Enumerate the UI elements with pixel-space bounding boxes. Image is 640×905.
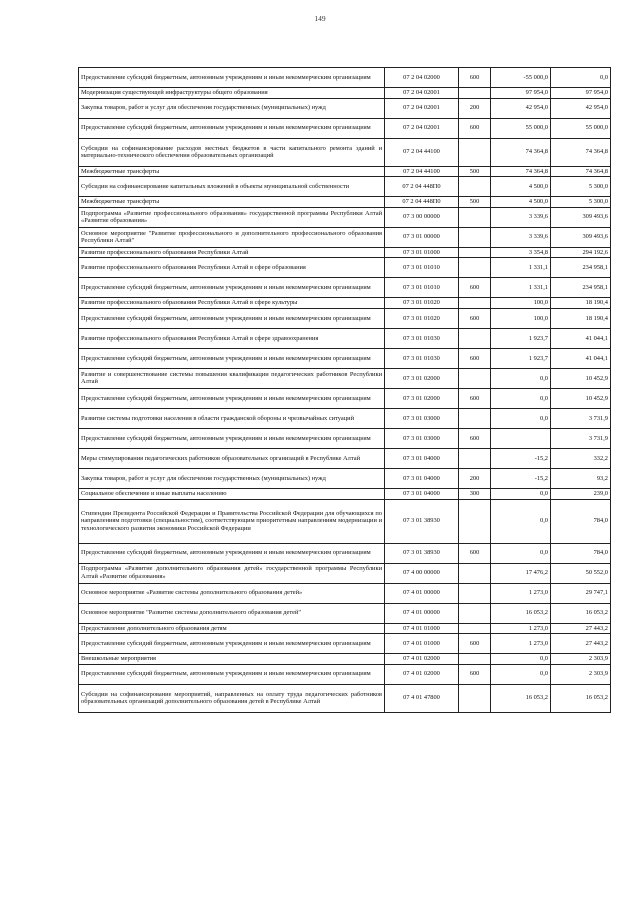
table-row	[79, 543, 611, 563]
row-name: Предоставление субсидий бюджетным, автономным учреждениям и иным некоммерческим организациям	[79, 68, 385, 88]
row-amount-2: 3 731,9	[551, 428, 611, 448]
table-row	[79, 118, 611, 138]
table-row	[79, 138, 611, 166]
row-name: Предоставление субсидий бюджетным, автономным учреждениям и иным некоммерческим организациям	[79, 278, 385, 298]
row-code: 07 3 01 02000	[385, 388, 459, 408]
row-amount-2: 16 053,2	[551, 684, 611, 712]
row-expense-type	[459, 623, 491, 634]
row-amount-1: 74 364,8	[491, 166, 551, 177]
row-expense-type	[459, 368, 491, 388]
row-name: Развитие профессионального образования Республики Алтай	[79, 247, 385, 258]
row-amount-1: 16 053,2	[491, 684, 551, 712]
row-amount-2: 309 493,6	[551, 207, 611, 227]
row-expense-type: 600	[459, 664, 491, 684]
table-row	[79, 98, 611, 118]
table-row	[79, 166, 611, 177]
row-code: 07 2 04 448П0	[385, 177, 459, 197]
row-name: Предоставление субсидий бюджетным, автономным учреждениям и иным некоммерческим организациям	[79, 118, 385, 138]
row-name: Развитие профессионального образования Республики Алтай в сфере культуры	[79, 298, 385, 309]
row-expense-type	[459, 227, 491, 247]
row-code: 07 2 04 02001	[385, 118, 459, 138]
row-expense-type	[459, 138, 491, 166]
row-amount-2: 74 364,8	[551, 138, 611, 166]
row-amount-2: 0,0	[551, 68, 611, 88]
table-row	[79, 428, 611, 448]
row-code: 07 2 04 02001	[385, 88, 459, 99]
row-code: 07 3 01 01020	[385, 298, 459, 309]
row-name: Межбюджетные трансферты	[79, 166, 385, 177]
row-amount-1: 0,0	[491, 408, 551, 428]
table-row	[79, 258, 611, 278]
row-amount-2: 50 552,0	[551, 563, 611, 583]
table-row	[79, 488, 611, 499]
row-amount-2: 18 190,4	[551, 308, 611, 328]
row-amount-1: 17 476,2	[491, 563, 551, 583]
row-code: 07 2 04 02000	[385, 68, 459, 88]
row-amount-1: -15,2	[491, 448, 551, 468]
row-name: Основное мероприятие "Развитие системы дополнительного образования детей"	[79, 603, 385, 623]
row-code: 07 3 01 01020	[385, 308, 459, 328]
row-name: Социальное обеспечение и иные выплаты населению	[79, 488, 385, 499]
table-row	[79, 278, 611, 298]
row-name: Развитие профессионального образования Республики Алтай в сфере здравоохранения	[79, 328, 385, 348]
row-code: 07 4 00 00000	[385, 563, 459, 583]
row-name: Предоставление субсидий бюджетным, автономным учреждениям и иным некоммерческим организациям	[79, 664, 385, 684]
row-code: 07 3 01 01030	[385, 328, 459, 348]
row-name: Закупка товаров, работ и услуг для обеспечения государственных (муниципальных) нужд	[79, 98, 385, 118]
table-row	[79, 68, 611, 88]
row-code: 07 3 01 03000	[385, 428, 459, 448]
table-row	[79, 368, 611, 388]
row-code: 07 2 04 44100	[385, 166, 459, 177]
table-row	[79, 499, 611, 543]
row-amount-2: 234 958,1	[551, 258, 611, 278]
row-code: 07 4 01 02000	[385, 654, 459, 665]
row-expense-type: 600	[459, 118, 491, 138]
table-row	[79, 177, 611, 197]
row-amount-2: 10 452,9	[551, 368, 611, 388]
row-code: 07 3 01 01000	[385, 247, 459, 258]
row-name: Предоставление субсидий бюджетным, автономным учреждениям и иным некоммерческим организациям	[79, 428, 385, 448]
row-amount-1: -55 000,0	[491, 68, 551, 88]
row-code: 07 3 01 04000	[385, 468, 459, 488]
row-amount-2: 97 954,0	[551, 88, 611, 99]
row-expense-type	[459, 247, 491, 258]
row-expense-type	[459, 499, 491, 543]
row-amount-2: 27 443,2	[551, 634, 611, 654]
table-row	[79, 684, 611, 712]
row-amount-2: 784,0	[551, 499, 611, 543]
row-amount-1: 3 339,6	[491, 207, 551, 227]
row-code: 07 3 01 04000	[385, 448, 459, 468]
table-row	[79, 623, 611, 634]
table-row	[79, 654, 611, 665]
table-row	[79, 408, 611, 428]
row-code: 07 3 01 02000	[385, 368, 459, 388]
row-amount-1: 1 331,1	[491, 278, 551, 298]
row-code: 07 4 01 02000	[385, 664, 459, 684]
table-row	[79, 207, 611, 227]
row-expense-type: 600	[459, 543, 491, 563]
row-amount-2: 10 452,9	[551, 388, 611, 408]
row-name: Основное мероприятие «Развитие системы дополнительного образования детей»	[79, 583, 385, 603]
row-expense-type	[459, 408, 491, 428]
row-amount-1: 74 364,8	[491, 138, 551, 166]
row-expense-type	[459, 88, 491, 99]
row-code: 07 4 01 01000	[385, 623, 459, 634]
row-code: 07 4 01 00000	[385, 583, 459, 603]
row-name: Внешкольные мероприятия	[79, 654, 385, 665]
row-expense-type	[459, 563, 491, 583]
row-amount-2: 3 731,9	[551, 408, 611, 428]
row-name: Развитие и совершенствование системы повышения квалификации педагогических работников Республики Алтай	[79, 368, 385, 388]
row-amount-1: 0,0	[491, 654, 551, 665]
row-amount-1: 4 500,0	[491, 197, 551, 208]
row-name: Меры стимулирования педагогических работников образовательных организаций в Республике Алтай	[79, 448, 385, 468]
row-amount-2: 41 044,1	[551, 348, 611, 368]
table-row	[79, 664, 611, 684]
row-name: Подпрограмма «Развитие профессионального образования» государственной программы Республики Алтай «Развитие образования»	[79, 207, 385, 227]
table-row	[79, 247, 611, 258]
row-amount-1: 100,0	[491, 298, 551, 309]
row-code: 07 3 01 38930	[385, 543, 459, 563]
row-amount-2: 784,0	[551, 543, 611, 563]
row-amount-1: 55 000,0	[491, 118, 551, 138]
row-name: Предоставление субсидий бюджетным, автономным учреждениям и иным некоммерческим организациям	[79, 348, 385, 368]
row-expense-type	[459, 258, 491, 278]
row-name: Предоставление субсидий бюджетным, автономным учреждениям и иным некоммерческим организациям	[79, 388, 385, 408]
row-name: Предоставление субсидий бюджетным, автономным учреждениям и иным некоммерческим организациям	[79, 634, 385, 654]
row-amount-1: 1 923,7	[491, 348, 551, 368]
table-row	[79, 563, 611, 583]
row-expense-type: 200	[459, 98, 491, 118]
row-name: Субсидии на софинансирование капитальных вложений в объекты муниципальной собственности	[79, 177, 385, 197]
row-amount-2: 18 190,4	[551, 298, 611, 309]
row-amount-1: 42 954,0	[491, 98, 551, 118]
table-row	[79, 583, 611, 603]
row-amount-1: 97 954,0	[491, 88, 551, 99]
row-expense-type: 600	[459, 278, 491, 298]
row-amount-1: 1 273,0	[491, 623, 551, 634]
row-amount-2: 294 192,6	[551, 247, 611, 258]
row-amount-2: 5 300,0	[551, 197, 611, 208]
row-expense-type: 200	[459, 468, 491, 488]
row-name: Предоставление субсидий бюджетным, автономным учреждениям и иным некоммерческим организациям	[79, 308, 385, 328]
row-expense-type: 300	[459, 488, 491, 499]
row-name: Субсидии на софинансирование расходов местных бюджетов в части капитального ремонта зданий и материально-технического обеспечения образовательных организаций	[79, 138, 385, 166]
row-amount-2: 16 053,2	[551, 603, 611, 623]
table-row	[79, 388, 611, 408]
row-expense-type: 600	[459, 68, 491, 88]
row-name: Основное мероприятие "Развитие профессионального и дополнительного профессионального образования Республики Алтай"	[79, 227, 385, 247]
row-amount-1: 100,0	[491, 308, 551, 328]
row-name: Межбюджетные трансферты	[79, 197, 385, 208]
row-name: Предоставление дополнительного образования детям	[79, 623, 385, 634]
row-amount-1: -15,2	[491, 468, 551, 488]
table-row	[79, 448, 611, 468]
row-amount-1: 4 500,0	[491, 177, 551, 197]
row-code: 07 3 01 00000	[385, 227, 459, 247]
row-amount-2: 93,2	[551, 468, 611, 488]
table-row	[79, 603, 611, 623]
row-amount-1: 0,0	[491, 543, 551, 563]
budget-table-body	[79, 68, 611, 713]
row-amount-1: 16 053,2	[491, 603, 551, 623]
row-code: 07 2 04 44100	[385, 138, 459, 166]
row-name: Предоставление субсидий бюджетным, автономным учреждениям и иным некоммерческим организациям	[79, 543, 385, 563]
table-row	[79, 197, 611, 208]
row-expense-type	[459, 684, 491, 712]
table-row	[79, 328, 611, 348]
row-name: Субсидии на софинансирование мероприятий, направленных на оплату труда педагогических работников образовательных организаций дополнительного образования детей в Республике Алтай	[79, 684, 385, 712]
row-expense-type	[459, 654, 491, 665]
row-expense-type: 600	[459, 308, 491, 328]
row-expense-type: 600	[459, 388, 491, 408]
row-expense-type: 600	[459, 428, 491, 448]
row-name: Модернизация существующей инфраструктуры общего образования	[79, 88, 385, 99]
row-expense-type: 600	[459, 634, 491, 654]
row-amount-1: 1 331,1	[491, 258, 551, 278]
row-amount-1: 0,0	[491, 388, 551, 408]
row-amount-1: 1 273,0	[491, 583, 551, 603]
row-expense-type	[459, 207, 491, 227]
row-code: 07 3 01 38930	[385, 499, 459, 543]
row-code: 07 3 01 03000	[385, 408, 459, 428]
table-row	[79, 308, 611, 328]
table-row	[79, 298, 611, 309]
row-amount-1: 0,0	[491, 368, 551, 388]
table-row	[79, 468, 611, 488]
budget-table	[78, 67, 611, 713]
row-amount-1: 3 354,8	[491, 247, 551, 258]
row-name: Подпрограмма «Развитие дополнительного образования детей» государственной программы Республики Алтай «Развитие образования»	[79, 563, 385, 583]
row-name: Стипендии Президента Российской Федерации и Правительства Российской Федерации для обучающихся по направлениям подготовки (специальностям), соответствующим приоритетным направлениям модернизации и технологического развития экономики Российской Федерации	[79, 499, 385, 543]
row-amount-1: 1 273,0	[491, 634, 551, 654]
row-expense-type: 600	[459, 348, 491, 368]
row-amount-2: 41 044,1	[551, 328, 611, 348]
row-amount-2: 2 303,9	[551, 654, 611, 665]
row-amount-1: 0,0	[491, 488, 551, 499]
row-code: 07 3 01 01030	[385, 348, 459, 368]
row-amount-2: 2 303,9	[551, 664, 611, 684]
row-expense-type	[459, 603, 491, 623]
page-number: 149	[314, 14, 326, 23]
row-amount-1: 3 339,6	[491, 227, 551, 247]
row-amount-2: 5 300,0	[551, 177, 611, 197]
row-name: Развитие системы подготовки населения в области гражданской обороны и чрезвычайных ситуаций	[79, 408, 385, 428]
row-name: Закупка товаров, работ и услуг для обеспечения государственных (муниципальных) нужд	[79, 468, 385, 488]
row-amount-1: 0,0	[491, 499, 551, 543]
row-amount-2: 42 954,0	[551, 98, 611, 118]
row-amount-1: 1 923,7	[491, 328, 551, 348]
row-expense-type	[459, 328, 491, 348]
row-code: 07 4 01 00000	[385, 603, 459, 623]
row-expense-type: 500	[459, 166, 491, 177]
row-code: 07 3 01 01010	[385, 258, 459, 278]
row-code: 07 2 04 448П0	[385, 197, 459, 208]
row-amount-2: 74 364,8	[551, 166, 611, 177]
row-code: 07 4 01 01000	[385, 634, 459, 654]
row-expense-type	[459, 177, 491, 197]
row-code: 07 4 01 47800	[385, 684, 459, 712]
row-expense-type	[459, 298, 491, 309]
row-amount-2: 234 958,1	[551, 278, 611, 298]
row-amount-2: 27 443,2	[551, 623, 611, 634]
table-row	[79, 88, 611, 99]
row-amount-1: 0,0	[491, 664, 551, 684]
table-row	[79, 348, 611, 368]
row-code: 07 3 01 04000	[385, 488, 459, 499]
row-amount-2: 332,2	[551, 448, 611, 468]
row-amount-2: 309 493,6	[551, 227, 611, 247]
row-code: 07 3 01 01010	[385, 278, 459, 298]
row-code: 07 3 00 00000	[385, 207, 459, 227]
row-amount-2: 55 000,0	[551, 118, 611, 138]
row-name: Развитие профессионального образования Республики Алтай в сфере образования	[79, 258, 385, 278]
row-amount-1	[491, 428, 551, 448]
row-code: 07 2 04 02001	[385, 98, 459, 118]
table-row	[79, 634, 611, 654]
row-expense-type	[459, 448, 491, 468]
table-row	[79, 227, 611, 247]
row-amount-2: 29 747,1	[551, 583, 611, 603]
row-amount-2: 239,0	[551, 488, 611, 499]
row-expense-type	[459, 583, 491, 603]
row-expense-type: 500	[459, 197, 491, 208]
